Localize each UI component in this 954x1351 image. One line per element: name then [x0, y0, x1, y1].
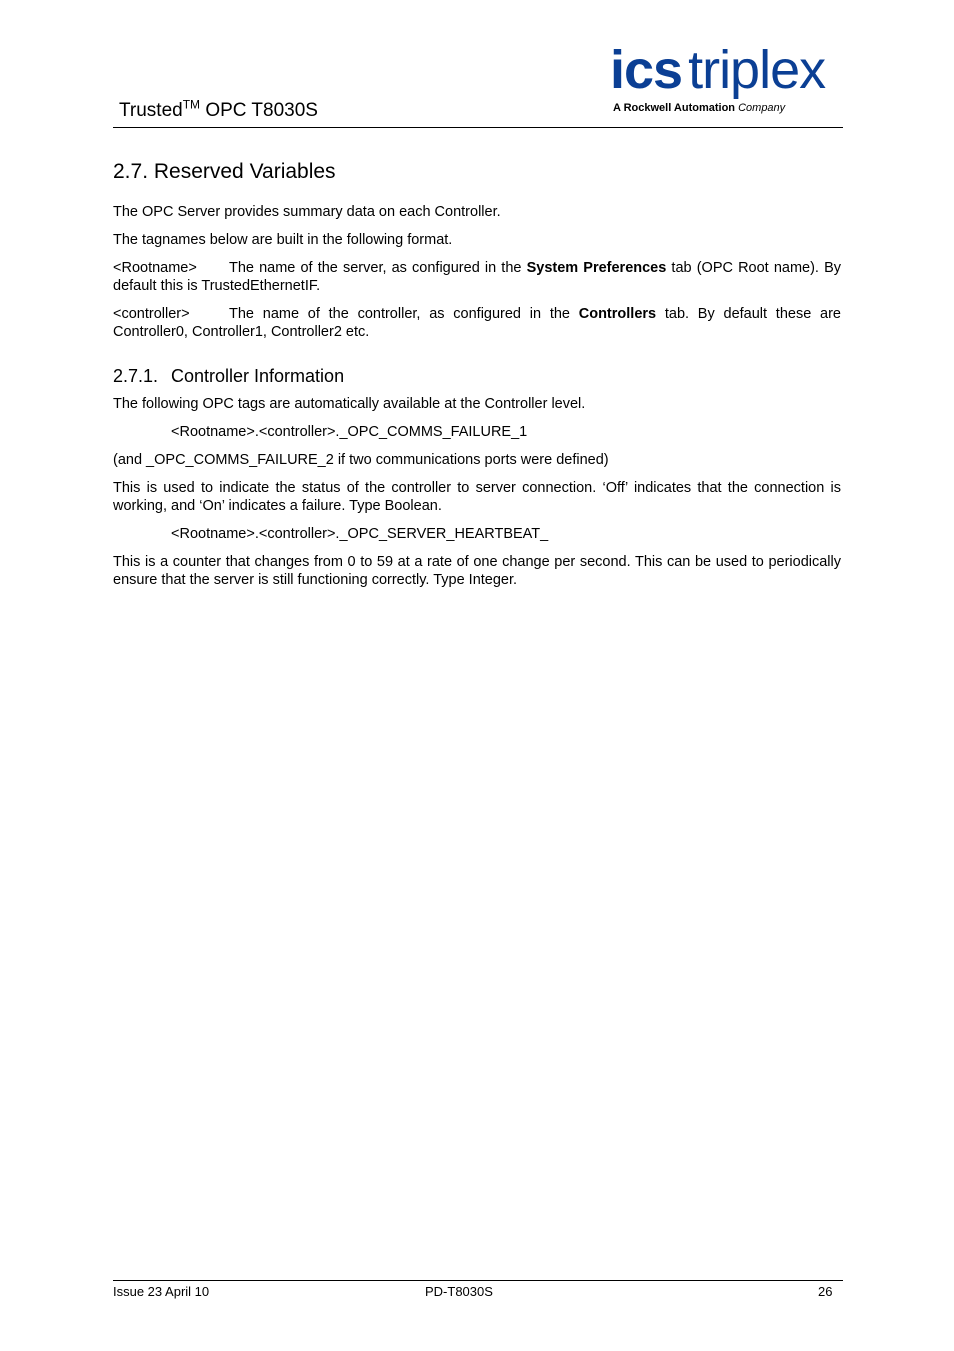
controller-desc-pre: The name of the controller, as configured in the — [229, 306, 579, 322]
logo-ics: ics — [610, 40, 683, 100]
section-paragraph-1: The OPC Server provides summary data on each Controller. — [113, 204, 501, 220]
controller-desc-post: tab. By default these are Controller0, Controller1, Controller2 etc. — [113, 306, 841, 340]
logo-tagline-company: Company — [738, 102, 786, 114]
ics-triplex-logo — [610, 40, 842, 120]
rootname-definition — [113, 259, 841, 295]
logo-tagline — [613, 101, 785, 115]
tag-comms-failure: <Rootname>.<controller>._OPC_COMMS_FAILURE_1 — [171, 424, 528, 440]
controller-definition — [113, 305, 841, 341]
rootname-desc-pre: The name of the server, as configured in the — [229, 260, 527, 276]
controller-desc-bold: Controllers — [578, 306, 657, 322]
footer-rule — [113, 1280, 843, 1281]
section-paragraph-2: The tagnames below are built in the following format. — [113, 232, 453, 248]
subsection-number: 2.7.1. — [113, 366, 159, 386]
logo-tagline-main: A Rockwell Automation — [613, 102, 736, 114]
footer-page-number: 26 — [818, 1284, 833, 1299]
subsection-paragraph-3: This is used to indicate the status of the controller to server connection. ‘Off’ indicates that the connection is working, and ‘On’ indicates a failure. Type Boolean. — [113, 480, 841, 514]
header-rule — [113, 127, 843, 128]
section-heading: 2.7. Reserved Variables — [113, 160, 336, 183]
footer-doc-id: PD-T8030S — [425, 1284, 493, 1299]
doc-title-main: Trusted — [119, 100, 183, 121]
subsection-title: Controller Information — [171, 366, 345, 386]
logo-wordmark — [610, 40, 825, 100]
subsection-paragraph-1: The following OPC tags are automatically available at the Controller level. — [113, 396, 586, 412]
trademark-superscript: TM — [182, 97, 201, 112]
tag-server-heartbeat: <Rootname>.<controller>._OPC_SERVER_HEARTBEAT_ — [171, 526, 549, 542]
subsection-heading — [113, 365, 841, 387]
subsection-paragraph-2: (and _OPC_COMMS_FAILURE_2 if two communications ports were defined) — [113, 452, 609, 468]
document-title — [119, 99, 318, 123]
page-content — [113, 158, 841, 599]
footer-issue: Issue 23 April 10 — [113, 1284, 210, 1299]
subsection-paragraph-4: This is a counter that changes from 0 to 59 at a rate of one change per second. This can be used to periodically ensure that the server is still functioning correctly. Type Integer. — [113, 554, 841, 588]
controller-term: <controller> — [113, 306, 190, 322]
rootname-desc-post: tab (OPC Root name). By default this is TrustedEthernetIF. — [113, 260, 841, 294]
rootname-term: <Rootname> — [113, 260, 197, 276]
doc-title-product: OPC T8030S — [200, 100, 318, 121]
logo-triplex: triplex — [688, 40, 826, 100]
rootname-desc-bold: System Preferences — [526, 260, 667, 276]
